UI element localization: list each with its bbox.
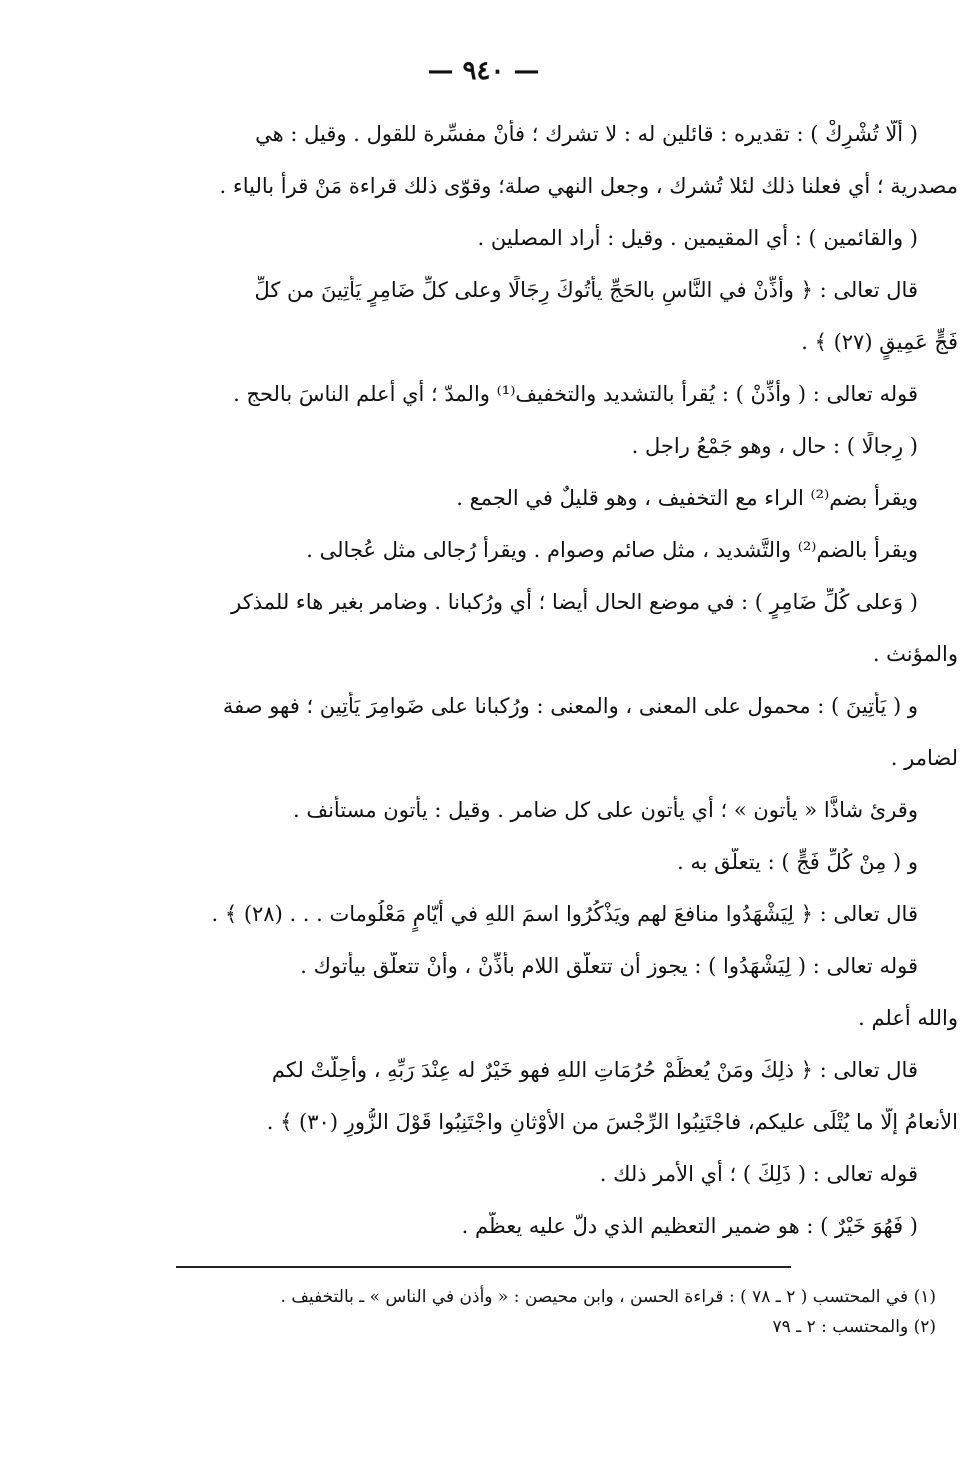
text-line: والله أعلم . bbox=[858, 1006, 958, 1030]
text-line: لضامر . bbox=[890, 746, 958, 770]
text-line: ( والقائمين ) : أي المقيمين . وقيل : أراد المصلين . bbox=[477, 226, 918, 250]
text-line: قال تعالى : ﴿ وأذِّنْ في النَّاسِ بالحَجِّ يأتُوكَ رِجَالًا وعلى كلِّ ضَامِرٍ يَأْتِينَ من كلِّ bbox=[254, 278, 918, 302]
text-line: ( فَهُوَ خَيْرٌ ) : هو ضمير التعظيم الذي دلّ عليه يعظّم . bbox=[461, 1214, 918, 1238]
text-line: وقرئ شاذًّا « يأتون » ؛ أي يأتون على كل ضامر . وقيل : يأتون مستأنف . bbox=[292, 798, 918, 822]
text-line: و ( يَأْتِينَ ) : محمول على المعنى ، والمعنى : ورُكبانا على ضَوامِرَ يَأْتِين ؛ فهو صفة bbox=[222, 694, 918, 718]
text-line: ( ألَّا تُشْرِكْ ) : تقديره : قائلين له : لا تشرك ؛ فأنْ مفسِّرة للقول . وقيل : هي bbox=[255, 122, 918, 146]
text-line: قوله تعالى : ( وأذِّنْ ) : يُقرأ بالتشديد والتخفيف⁽¹⁾ والمدّ ؛ أي أعلم الناسَ بالحج . bbox=[233, 382, 918, 406]
text-line: قوله تعالى : ( لِيَشْهَدُوا ) : يجوز أن تتعلّق اللام بأذِّنْ ، وأنْ تتعلّق بيأتوك . bbox=[300, 954, 918, 978]
page-body bbox=[8, 120, 958, 1264]
footnote: (١) في المحتسب ( ٢ ـ ٧٨ ) : قراءة الحسن ، وابن محيصن : « وأذن في الناس » ـ بالتخفيف . bbox=[280, 1287, 936, 1307]
text-line: قال تعالى : ﴿ ذلِكَ ومَنْ يُعظِّمْ حُرُمَاتِ اللهِ فهو خَيْرٌ له عِنْدَ رَبِّهِ ، وأُحِلَّتْ لكم bbox=[271, 1058, 918, 1082]
text-line: و ( مِنْ كُلِّ فَجٍّ ) : يتعلّق به . bbox=[677, 850, 918, 874]
text-line: الأنعامُ إلَّا ما يُتْلَى عليكم، فاجْتَنِبُوا الرِّجْسَ من الأوْثانِ واجْتَنِبُوا قَوْلَ الزُّورِ (٣٠) ﴾ . bbox=[266, 1110, 958, 1134]
text-line: ( رِجالًا ) : حال ، وهو جَمْعُ راجل . bbox=[631, 434, 918, 458]
text-line: ويقرأ بضم⁽²⁾ الراء مع التخفيف ، وهو قليلٌ في الجمع . bbox=[456, 486, 918, 510]
text-line: قال تعالى : ﴿ لِيَشْهَدُوا منافعَ لهم ويَذْكُرُوا اسمَ اللهِ في أيّامٍ مَعْلُومات . . . (٢٨) ﴾ . bbox=[211, 902, 918, 926]
footnotes bbox=[8, 1284, 956, 1344]
text-line: فَجٍّ عَمِيقٍ (٢٧) ﴾ . bbox=[801, 330, 958, 354]
text-line: ويقرأ بالضم⁽²⁾ والتَّشديد ، مثل صائم وصوام . ويقرأ رُجالى مثل عُجالى . bbox=[306, 538, 918, 562]
text-line: قوله تعالى : ( ذَلِكَ ) ؛ أي الأمر ذلك . bbox=[599, 1162, 918, 1186]
text-line: ( وَعلى كُلِّ ضَامِرٍ ) : في موضع الحال أيضا ؛ أي ورُكبانا . وضامر بغير هاء للمذكر bbox=[231, 590, 918, 614]
footnote: (٢) والمحتسب : ٢ ـ ٧٩ bbox=[772, 1317, 936, 1337]
footnote-divider bbox=[176, 1266, 791, 1268]
text-line: مصدرية ؛ أي فعلنا ذلك لئلا تُشرك ، وجعل النهي صلة؛ وقوّى ذلك قراءة مَنْ قرأ بالياء . bbox=[219, 174, 958, 198]
page-number: — ٩٤٠ — bbox=[427, 56, 540, 86]
text-line: والمؤنث . bbox=[872, 642, 958, 666]
